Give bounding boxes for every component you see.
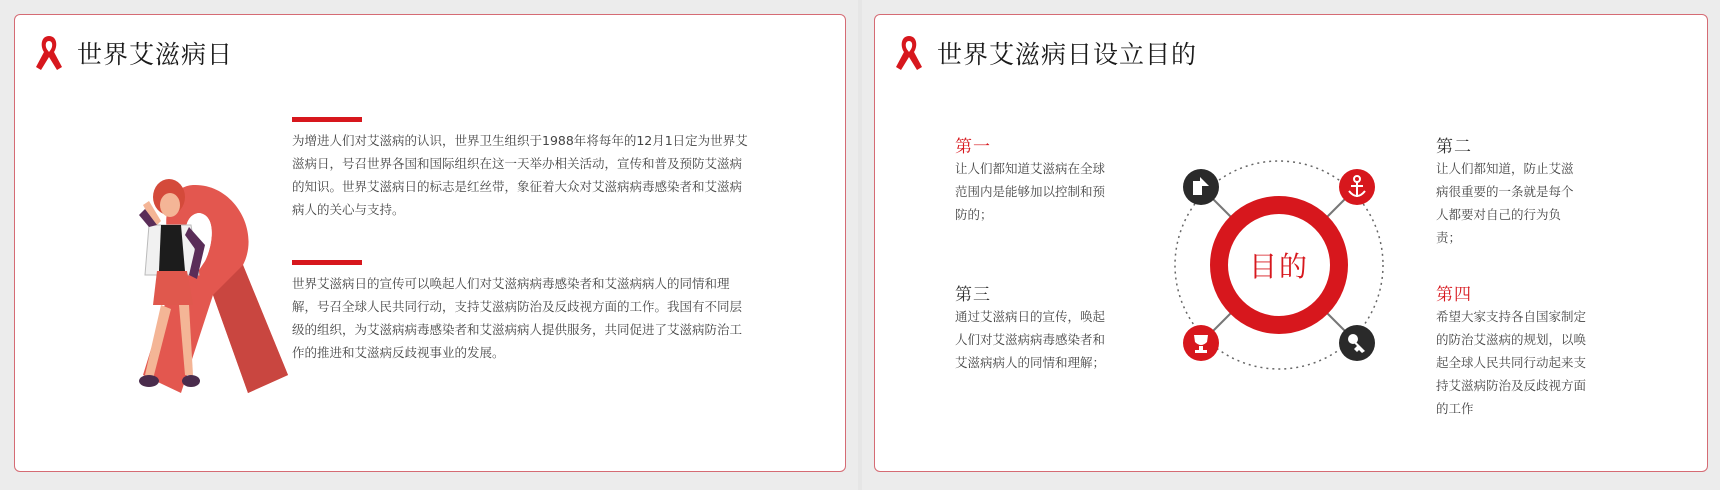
purpose-diagram — [1169, 155, 1389, 375]
red-ribbon-icon — [33, 33, 65, 73]
slide-world-aids-day — [0, 0, 858, 490]
point-text-2: 让人们都知道，防止艾滋病很重要的一条就是每个人都要对自己的行为负责； — [1436, 161, 1574, 245]
red-ribbon-icon — [893, 33, 925, 73]
anchor-icon — [1339, 169, 1375, 205]
paragraph-accent-bar — [292, 117, 362, 122]
woman-illustration — [73, 175, 303, 425]
slide-header — [893, 33, 1197, 73]
point-text-4: 希望大家支持各自国家制定的防治艾滋病的规划，以唤起全球人民共同行动起来支持艾滋病防治及反歧视方面的工作 — [1436, 309, 1587, 416]
slide-card — [14, 14, 846, 472]
point-title-1: 第一 — [955, 137, 991, 157]
trophy-icon — [1183, 325, 1219, 361]
slide-purpose — [862, 0, 1720, 490]
paragraph-accent-bar — [292, 260, 362, 265]
point-text-3: 通过艾滋病日的宣传，唤起人们对艾滋病病毒感染者和艾滋病病人的同情和理解； — [955, 309, 1106, 370]
page-title: 世界艾滋病日设立目的 — [937, 40, 1198, 69]
chart-icon — [1183, 169, 1219, 205]
point-text-1: 让人们都知道艾滋病在全球范围内是能够加以控制和预防的； — [955, 161, 1106, 222]
center-label: 目的 — [1248, 250, 1309, 283]
slide-card — [874, 14, 1708, 472]
point-title-4: 第四 — [1436, 285, 1472, 305]
point-title-3: 第三 — [955, 285, 991, 305]
key-icon — [1339, 325, 1375, 361]
point-title-2: 第二 — [1436, 137, 1472, 157]
slide-header — [33, 33, 233, 73]
page-title: 世界艾滋病日 — [77, 40, 234, 69]
second-paragraph: 世界艾滋病日的宣传可以唤起人们对艾滋病病毒感染者和艾滋病病人的同情和理解，号召全球人民共同行动，支持艾滋病防治及反歧视方面的工作。我国有不同层级的组织，为艾滋病病毒感染者和艾滋病病人提供服务，共同促进了艾滋病防治工作的推进和艾滋病反歧视事业的发展。 — [292, 276, 743, 360]
intro-paragraph: 为增进人们对艾滋病的认识，世界卫生组织于1988年将每年的12月1日定为世界艾滋病日，号召世界各国和国际组织在这一天举办相关活动，宣传和普及预防艾滋病的知识。世界艾滋病日的标志是红丝带，象征着大众对艾滋病病毒感染者和艾滋病病人的关心与支持。 — [292, 133, 748, 217]
